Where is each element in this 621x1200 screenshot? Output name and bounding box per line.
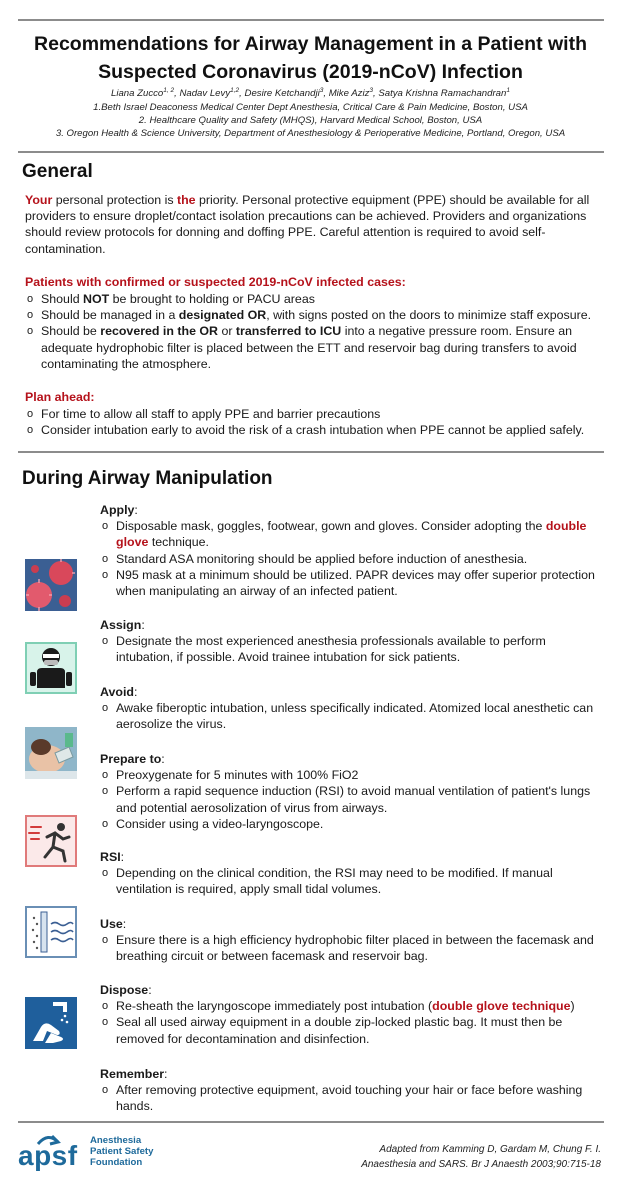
author-name: Mike Aziz bbox=[328, 88, 370, 100]
org-line: Patient Safety bbox=[90, 1146, 154, 1157]
affiliation-1: 1.Beth Israel Deaconess Medical Center Dept Anesthesia, Critical Care & Pain Medicine, Boston, USA bbox=[93, 101, 528, 113]
citation bbox=[361, 1142, 601, 1172]
author-affil: 3 bbox=[319, 87, 324, 94]
list-item: o Standard ASA monitoring should be applied before induction of anesthesia. bbox=[100, 551, 605, 567]
list-item: o After removing protective equipment, avoid touching your hair or face before washing hands. bbox=[100, 1082, 605, 1114]
apply-label: Apply bbox=[100, 503, 135, 517]
list-item: o Preoxygenate for 5 minutes with 100% FiO2 bbox=[100, 767, 605, 783]
header-rule bbox=[18, 151, 604, 153]
ppe-worker-icon bbox=[25, 642, 77, 694]
text-run: , with signs posted on the doors to minimize staff exposure. bbox=[266, 308, 592, 323]
list-item: o Awake fiberoptic intubation, unless specifically indicated. Atomized local anesthetic can aerosolize the virus. bbox=[100, 700, 605, 732]
general-heading: General bbox=[22, 161, 93, 182]
document-title bbox=[0, 30, 621, 86]
title-line-2: Suspected Coronavirus (2019-nCoV) Infection bbox=[98, 61, 523, 83]
text-run: technique. bbox=[148, 535, 209, 550]
affiliation-2: 2. Healthcare Quality and Safety (MHQS), Harvard Medical School, Boston, USA bbox=[138, 115, 483, 126]
title-line-1: Recommendations for Airway Management in a Patient with bbox=[34, 33, 587, 55]
text-bold: designated OR bbox=[178, 308, 267, 323]
affiliation-3: 3. Oregon Health & Science University, Department of Anesthesiology & Perioperative Medicine, Portland, Oregon, USA bbox=[55, 128, 566, 140]
text-run: Disposable mask, goggles, footwear, gown and gloves. Consider adopting the bbox=[116, 519, 546, 534]
author-affil: 3 bbox=[369, 87, 374, 94]
plan-heading: Plan ahead: bbox=[25, 390, 95, 404]
org-line: Foundation bbox=[90, 1157, 143, 1168]
dispose-section: Dispose: o Re-sheath the laryngoscope immediately post intubation (double glove technique) o Seal all used airway equipment in a double zip-locked plastic bag. It must then be removed for decontamination and disinfection. bbox=[100, 982, 605, 1047]
text-run: be brought to holding or PACU areas bbox=[109, 292, 315, 306]
list-item: o Seal all used airway equipment in a double zip-locked plastic bag. It must then be removed for decontamination and disinfection. bbox=[100, 1014, 605, 1046]
citation-line: Adapted from Kamming D, Gardam M, Chung F. I. bbox=[379, 1144, 601, 1155]
emphasis-double-glove-technique: double glove technique bbox=[432, 999, 571, 1014]
patients-list bbox=[25, 291, 600, 372]
list-item: o Consider using a video-laryngoscope. bbox=[100, 816, 605, 832]
text-bold: recovered in the OR bbox=[100, 324, 218, 339]
author-name: Satya Krishna Ramachandran bbox=[378, 88, 507, 100]
list-item bbox=[25, 307, 600, 323]
author-name: Desire Ketchandji bbox=[244, 88, 320, 100]
remember-label: Remember bbox=[100, 1067, 165, 1081]
text-run: Should bbox=[41, 292, 84, 306]
patient-mask-icon bbox=[25, 727, 77, 779]
emphasis-the: the bbox=[176, 193, 196, 207]
list-item: o Perform a rapid sequence induction (RSI) to avoid manual ventilation of patient's lungs and potential aerosolization of virus from airways. bbox=[100, 783, 605, 815]
text-run: Should be bbox=[41, 324, 101, 339]
list-item: o Designate the most experienced anesthesia professionals available to perform intubation, if possible. Avoid trainee intubation for sick patients. bbox=[100, 633, 605, 665]
filter-icon bbox=[25, 906, 77, 958]
text-run: into a negative pressure room. Ensure an adequate hydrophobic filter is placed between the ETT and reservoir bag during transfers to avoid contaminating the atmosphere. bbox=[41, 324, 577, 371]
text-run: Should be managed in a bbox=[41, 308, 179, 323]
top-rule bbox=[18, 19, 604, 21]
airway-heading: During Airway Manipulation bbox=[22, 468, 273, 489]
list-item: o N95 mask at a minimum should be utilized. PAPR devices may offer superior protection when manipulating an airway of an infected patient. bbox=[100, 567, 605, 599]
org-line: Anesthesia bbox=[90, 1135, 142, 1146]
list-item bbox=[100, 998, 605, 1014]
patients-heading: Patients with confirmed or suspected 2019-nCoV infected cases: bbox=[25, 275, 406, 289]
assign-label: Assign bbox=[100, 618, 142, 632]
author-affil: 1,2 bbox=[230, 87, 240, 94]
author-name: Nadav Levy bbox=[179, 88, 231, 100]
emphasis-double-glove: double glove bbox=[116, 519, 587, 550]
list-item: o For time to allow all staff to apply PPE and barrier precautions bbox=[25, 406, 600, 422]
citation-line: Anaesthesia and SARS. Br J Anaesth 2003;90:715-18 bbox=[361, 1159, 601, 1170]
virus-icon bbox=[25, 559, 77, 611]
text-bold: NOT bbox=[83, 292, 110, 306]
list-item bbox=[25, 291, 600, 307]
general-paragraph bbox=[25, 192, 600, 257]
rapid-running-icon bbox=[25, 815, 77, 867]
hand-washing-icon bbox=[25, 997, 77, 1049]
text-run: Re-sheath the laryngoscope immediately post intubation ( bbox=[116, 999, 433, 1014]
apply-section: Apply: o Disposable mask, goggles, footwear, gown and gloves. Consider adopting the double glove technique. o Standard ASA monitoring should be applied before induction of anesthesia. o N95 mask at a minimum should be utilized. PAPR devices may offer superior protection when manipulating an airway of an infected patient. bbox=[100, 502, 605, 599]
author-affil: 1, 2 bbox=[163, 87, 175, 94]
text-run: personal protection is bbox=[52, 193, 177, 207]
list-item bbox=[25, 323, 600, 372]
author-list: Liana Zucco$^{1, 2}$, Nadav Levy$^{1,2}$, Desire Ketchandji$^3$, Mike Aziz$^3$, Satya Krishna Ramachandran$^1$ bbox=[111, 87, 510, 100]
author-block bbox=[0, 84, 621, 141]
text-run: ) bbox=[570, 999, 575, 1014]
apsf-logo-text: apsf bbox=[18, 1140, 78, 1171]
list-item: o Depending on the clinical condition, the RSI may need to be modified. If manual ventilation is required, apply small tidal volumes. bbox=[100, 865, 605, 897]
rsi-section: RSI: o Depending on the clinical condition, the RSI may need to be modified. If manual ventilation is required, apply small tidal volumes. bbox=[100, 849, 605, 898]
use-label: Use bbox=[100, 917, 123, 931]
list-item: o Ensure there is a high efficiency hydrophobic filter placed in between the facemask and breathing circuit or between facemask and reservoir bag. bbox=[100, 932, 605, 964]
apsf-org-name bbox=[90, 1135, 190, 1168]
author-name: Liana Zucco bbox=[111, 88, 164, 100]
list-item: o Consider intubation early to avoid the risk of a crash intubation when PPE cannot be applied safely. bbox=[25, 422, 600, 438]
prepare-section: Prepare to: o Preoxygenate for 5 minutes with 100% FiO2 o Perform a rapid sequence induction (RSI) to avoid manual ventilation of patient's lungs and potential aerosolization of virus from airways. o Consider using a video-laryngoscope. bbox=[100, 751, 605, 832]
text-run: or bbox=[218, 324, 236, 339]
list-item bbox=[100, 518, 605, 550]
avoid-section: Avoid: o Awake fiberoptic intubation, unless specifically indicated. Atomized local anesthetic can aerosolize the virus. bbox=[100, 684, 605, 733]
text-run: priority. Personal protective equipment (PPE) should be available for all providers to ensure droplet/contact isolation precautions can be achieved. Providers and organizations should review protocols for donning and doffing PPE. Careful attention is required to avoid self-contamination. bbox=[25, 193, 590, 256]
assign-section: Assign: o Designate the most experienced anesthesia professionals available to perform intubation, if possible. Avoid trainee intubation for sick patients. bbox=[100, 617, 605, 666]
plan-list bbox=[25, 406, 600, 438]
remember-section: Remember: o After removing protective equipment, avoid touching your hair or face before washing hands. bbox=[100, 1066, 605, 1115]
text-bold: transferred to ICU bbox=[235, 324, 342, 339]
general-rule bbox=[18, 451, 604, 453]
avoid-label: Avoid bbox=[100, 685, 134, 699]
rsi-label: RSI bbox=[100, 850, 121, 864]
dispose-label: Dispose bbox=[100, 983, 149, 997]
prepare-label: Prepare to bbox=[100, 752, 162, 766]
footer-rule bbox=[18, 1121, 604, 1123]
author-affil: 1 bbox=[506, 87, 510, 94]
emphasis-your: Your bbox=[25, 193, 53, 207]
use-section: Use: o Ensure there is a high efficiency hydrophobic filter placed in between the facemask and breathing circuit or between facemask and reservoir bag. bbox=[100, 916, 605, 965]
